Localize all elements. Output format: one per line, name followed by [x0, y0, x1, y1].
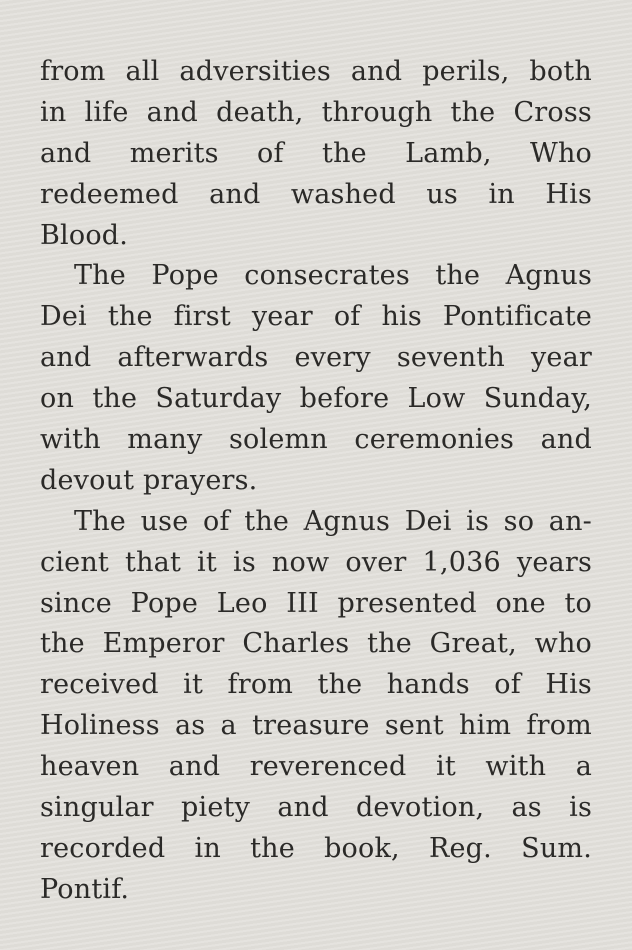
- text-line: The use of the Agnus Dei is so an-: [74, 505, 592, 537]
- text-line: The Pope consecrates the Agnus: [74, 260, 592, 292]
- document-page: [40, 52, 592, 911]
- text-line: the Emperor Charles the Great, who: [40, 628, 592, 660]
- text-line: since Pope Leo III presented one to: [40, 587, 592, 619]
- text-line: on the Saturday before Low Sunday,: [40, 383, 592, 415]
- text-line: recorded in the book, Reg. Sum.: [40, 832, 592, 864]
- text-line: received it from the hands of His: [40, 669, 592, 701]
- text-line: singular piety and devotion, as is: [40, 792, 592, 824]
- text-line: Holiness as a treasure sent him from: [40, 710, 592, 742]
- text-line: and merits of the Lamb, Who: [40, 137, 592, 169]
- text-line: Dei the first year of his Pontificate: [40, 301, 592, 333]
- text-line: redeemed and washed us in His: [40, 178, 592, 210]
- text-line: Blood.: [40, 219, 129, 251]
- text-line: in life and death, through the Cross: [40, 96, 592, 128]
- text-line: from all adversities and perils, both: [40, 56, 592, 87]
- text-line: heaven and reverenced it with a: [40, 751, 592, 783]
- text-line: devout prayers.: [40, 464, 258, 496]
- text-line: and afterwards every seventh year: [40, 342, 592, 374]
- text-line: with many solemn ceremonies and: [40, 424, 592, 456]
- text-line: cient that it is now over 1,036 years: [40, 546, 592, 578]
- text-line: Pontif.: [40, 873, 130, 905]
